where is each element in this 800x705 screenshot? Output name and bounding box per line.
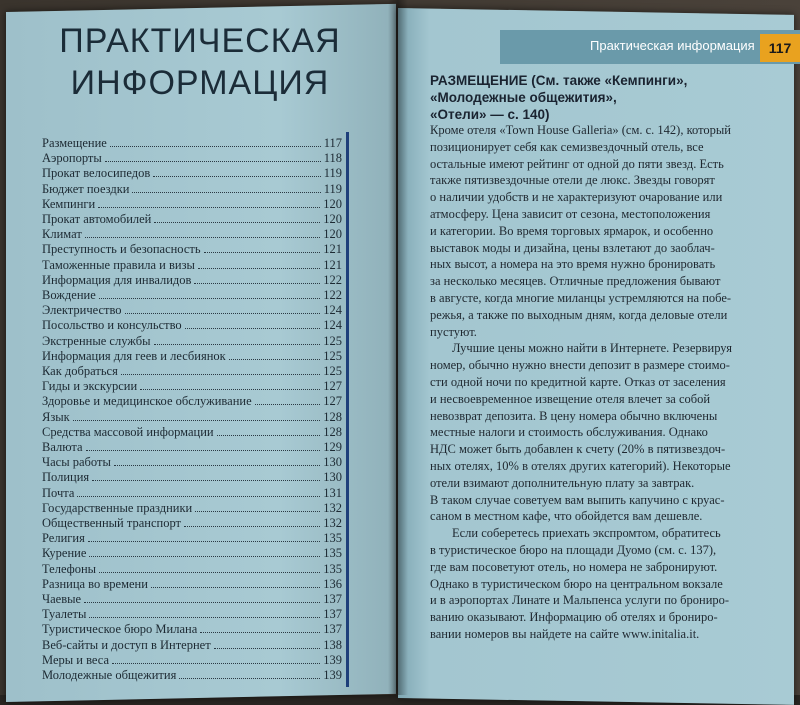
toc-leader-dots [84,602,320,603]
toc-leader-dots [98,207,320,208]
toc-label: Разница во времени [42,576,148,591]
toc-label: Аэропорты [42,151,102,166]
toc-page-number: 120 [323,196,342,211]
toc-leader-dots [198,268,320,269]
toc-leader-dots [153,176,320,177]
toc-page-number: 118 [323,151,342,166]
toc-row [42,227,342,242]
page-number-tab: 117 [760,34,800,62]
toc-page-number: 130 [323,470,342,485]
toc-label: Общественный транспорт [42,516,181,530]
body-line: и категории. Во время торговых ярмарок, и особенно [430,223,714,238]
toc-row [42,151,342,166]
toc-row [42,425,342,440]
body-line: Лучшие цены можно найти в Интернете. Резервируя [452,341,732,356]
toc-label: Размещение [42,136,107,150]
toc-page-number: 132 [323,516,342,530]
toc-row [42,242,342,257]
toc-row [42,501,342,516]
body-line: ных высот, а номера на это время нужно бронировать [430,257,716,272]
toc-row [42,288,342,303]
toc-row [42,379,342,394]
toc-page-number: 121 [323,242,342,257]
toc-row [42,638,342,653]
toc-page-number: 117 [323,136,342,150]
toc-page-number: 127 [323,379,342,394]
body-line: пустуют. [430,324,477,339]
toc-label: Климат [42,227,82,242]
toc-row [42,546,342,561]
toc-leader-dots [92,480,320,481]
body-line: режья, а также по выходным дням, когда деловые отели [430,307,728,322]
toc-row [42,197,342,212]
toc-leader-dots [200,632,320,633]
toc-label: Туристическое бюро Милана [42,622,198,637]
toc-leader-dots [89,617,320,618]
toc-page-number: 128 [323,409,342,424]
toc-leader-dots [73,420,321,421]
body-line: за несколько месяцев. Отличные предложения бывают [430,274,721,289]
toc-leader-dots [114,465,320,466]
body-line: Кроме отеля «Town House Galleria» (см. с. 142), который [430,123,731,137]
toc-label: Информация для геев и лесбиянок [42,348,226,363]
toc-label: Средства массовой информации [42,424,214,439]
body-line: вании номеров вы найдете на сайте www.initalia.it. [430,626,700,641]
body-line: невозврат депозита. В цену номера обычно включены [430,408,718,423]
section-heading [430,72,780,123]
toc-row [42,318,342,333]
running-header-title: Практическая информация [590,38,755,53]
toc-row [42,182,342,197]
toc-page-number: 139 [323,668,342,682]
toc-page-number: 129 [323,440,342,454]
toc-row [42,166,342,181]
body-line: выставок моды и дизайна, цены взлетают до заоблач- [430,240,715,255]
section-heading-line: «Молодежные общежития», [430,90,617,105]
toc-leader-dots [184,526,320,527]
toc-row [42,455,342,470]
toc-page-number: 122 [323,272,342,287]
toc-page-number: 124 [323,318,342,333]
body-line: о наличии удобств и не характеризуют очарование или [430,190,723,205]
toc-page-number: 125 [323,364,342,378]
body-line: местные налоги и стоимость обслуживания. Однако [430,425,708,440]
toc-page-number: 130 [323,455,342,470]
toc-leader-dots [112,663,320,664]
toc-label: Язык [42,409,70,424]
toc-label: Государственные праздники [42,500,193,515]
toc-page-number: 120 [323,212,342,226]
toc-row [42,607,342,622]
toc-page-number: 119 [323,166,342,181]
toc-label: Прокат автомобилей [42,212,152,226]
toc-page-number: 121 [323,257,342,272]
toc-row [42,653,342,668]
toc-label: Часы работы [42,455,111,470]
body-line: и в аэропортах Линате и Мальпенса услуги по брониро- [430,593,730,608]
section-heading-line: РАЗМЕЩЕНИЕ (См. также «Кемпинги», [430,73,688,88]
toc-leader-dots [185,328,321,329]
toc-leader-dots [204,252,321,253]
toc-row [42,364,342,379]
toc-leader-dots [89,556,320,557]
body-line: атмосферу. Цена зависит от сезона, местоположения [430,206,711,221]
body-line: позиционирует себя как семизвездочный отель, все [430,139,704,154]
toc-label: Полиция [42,470,90,485]
body-line: В таком случае советуем вам выпить капучино с круас- [430,492,725,507]
toc-leader-dots [217,435,321,436]
toc-leader-dots [179,678,320,679]
toc-row [42,349,342,364]
title-line-2: ИНФОРМАЦИЯ [70,64,330,102]
body-line: Однако в туристическом бюро на центральном вокзале [430,576,723,591]
toc-page-number: 135 [323,561,342,576]
toc-label: Экстренные службы [42,333,151,348]
toc-leader-dots [99,572,320,573]
toc-label: Преступность и безопасность [42,242,201,257]
toc-row [42,258,342,273]
toc-label: Чаевые [42,592,82,606]
toc-label: Вождение [42,288,96,302]
toc-leader-dots [255,404,321,405]
toc-page-number: 131 [323,485,342,500]
toc-label: Веб-сайты и доступ в Интернет [42,637,211,652]
toc-page-number: 127 [323,394,342,409]
toc-page-number: 137 [323,607,342,622]
toc-row [42,577,342,592]
toc-leader-dots [154,222,320,223]
toc-leader-dots [105,161,321,162]
body-line: номер, обычно нужно внести депозит в размере стоимо- [430,358,730,373]
toc-label: Молодежные общежития [42,668,177,682]
body-line: и несвоевременное извещение отеля влечет за собой [430,391,711,406]
toc-label: Валюта [42,440,83,454]
toc-label: Посольство и консульство [42,318,182,333]
toc-label: Курение [42,546,87,561]
toc-page-number: 125 [323,348,342,363]
toc-leader-dots [132,192,320,193]
toc-row [42,136,342,151]
toc-row [42,622,342,637]
toc-leader-dots [86,450,321,451]
toc-page-number: 138 [323,637,342,652]
toc-leader-dots [121,374,320,375]
section-heading-line: «Отели» — с. 140) [430,107,550,122]
body-line: саном в местном кафе, что обойдется вам дешевле. [430,509,703,524]
toc-leader-dots [140,389,320,390]
toc-row [42,334,342,349]
title-line-1: ПРАКТИЧЕСКАЯ [59,22,341,60]
body-line: Если соберетесь приехать экспромтом, обратитесь [452,526,721,541]
body-line: где вам посоветуют отель, но номера не забронируют. [430,559,718,574]
toc-label: Религия [42,531,85,546]
page-title [50,20,350,104]
toc-label: Меры и веса [42,652,110,667]
body-line: в туристическое бюро на площади Дуомо (см. с. 137), [430,542,717,557]
toc-page-number: 136 [323,576,342,591]
toc-label: Телефоны [42,561,97,576]
toc-label: Прокат велосипедов [42,166,151,181]
toc-row [42,470,342,485]
toc-leader-dots [154,344,321,345]
toc-label: Информация для инвалидов [42,272,192,287]
toc-page-number: 128 [323,424,342,439]
toc-leader-dots [195,511,320,512]
toc-leader-dots [88,541,320,542]
toc-page-number: 124 [323,303,342,318]
body-line: НДС может быть добавлен к счету (20% в пятизвездоч- [430,442,726,457]
toc-row [42,273,342,288]
body-line: ванию оказывают. Информацию об отелях и брониро- [430,610,718,625]
toc-page-number: 120 [323,227,342,242]
toc-leader-dots [99,298,321,299]
toc-leader-dots [85,237,320,238]
toc-row [42,592,342,607]
toc-label: Гиды и экскурсии [42,379,138,394]
toc-row [42,516,342,531]
toc-leader-dots [194,283,320,284]
toc-leader-dots [229,359,321,360]
toc-row [42,668,342,683]
toc-leader-dots [125,313,321,314]
toc-row [42,212,342,227]
toc-page-number: 135 [323,546,342,561]
toc-label: Почта [42,485,75,500]
toc-label: Электричество [42,303,122,318]
toc-page-number: 122 [323,288,342,302]
toc-page-number: 135 [323,531,342,546]
toc-row [42,394,342,409]
body-line: в августе, когда многие миланцы устремляются на побе- [430,290,732,305]
toc-label: Здоровье и медицинское обслуживание [42,394,252,409]
toc-row [42,303,342,318]
toc-page-number: 119 [323,181,342,196]
toc-label: Таможенные правила и визы [42,257,195,272]
toc-page-number: 137 [323,622,342,637]
toc-label: Туалеты [42,607,87,622]
toc-leader-dots [151,587,320,588]
body-line: также пятизвездочные отели де люкс. Звезды говорят [430,173,715,188]
toc-page-number: 125 [323,333,342,348]
toc-row [42,440,342,455]
book-gutter [388,0,408,695]
toc-row [42,562,342,577]
toc-label: Как добраться [42,364,118,378]
table-of-contents [36,132,349,687]
body-text [430,122,780,643]
toc-page-number: 139 [323,652,342,667]
toc-leader-dots [110,146,321,147]
toc-row [42,486,342,501]
body-line: сти одной ночи по кредитной карте. Отказ от заселения [430,374,726,389]
toc-label: Бюджет поездки [42,181,130,196]
toc-leader-dots [77,496,320,497]
toc-page-number: 132 [323,500,342,515]
toc-leader-dots [214,648,321,649]
toc-label: Кемпинги [42,196,96,211]
body-line: отели взимают дополнительную плату за завтрак. [430,475,695,490]
toc-row [42,410,342,425]
toc-row [42,531,342,546]
body-line: ных отелях, 10% в отелях других категорий). Некоторые [430,458,731,473]
toc-page-number: 137 [323,592,342,606]
body-line: остальные имеют рейтинг от одной до пяти звезд. Есть [430,156,724,171]
